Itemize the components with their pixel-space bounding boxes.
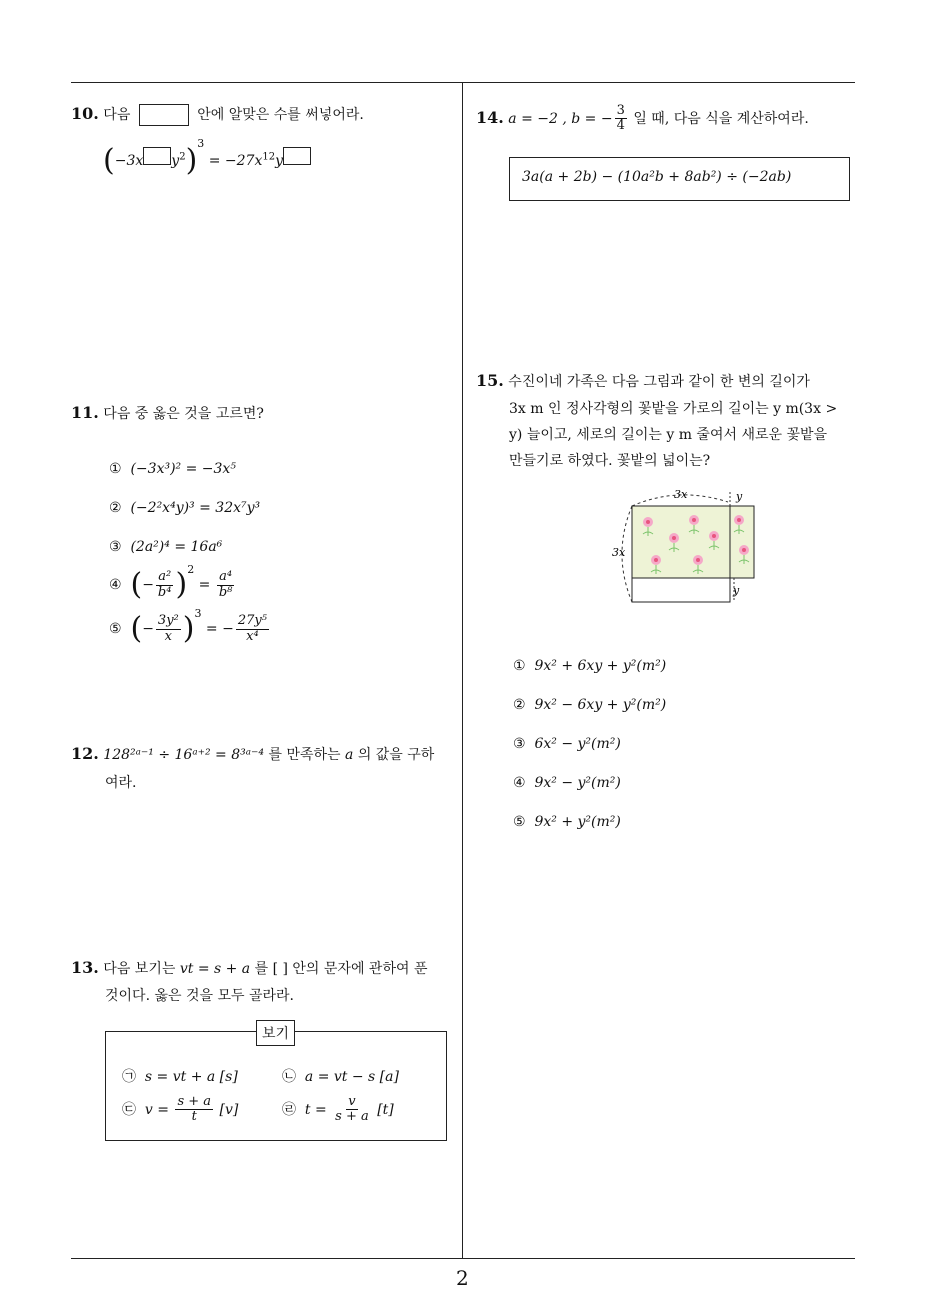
q12-line2: 여라.	[105, 775, 137, 791]
q10-number: 10.	[71, 104, 99, 123]
q11-option-3[interactable]	[109, 539, 222, 555]
q10-eq-a: −3x	[114, 153, 144, 169]
q11-text: 다음 중 옳은 것을 고르면?	[103, 406, 264, 422]
option-mark: ①	[513, 658, 526, 674]
q14-fraction: $\frac{3}{4}$	[616, 103, 625, 134]
q13-text-a: 다음 보기는	[103, 961, 176, 977]
option-exp: 3	[194, 607, 202, 620]
option-exp: 2	[187, 563, 195, 576]
option-text: (2a²)⁴ = 16a⁶	[130, 539, 223, 555]
option-mark: ③	[513, 736, 526, 752]
q10-line1	[71, 104, 364, 126]
q10-eq-right: = −27x	[208, 153, 263, 169]
q15-option-3[interactable]	[513, 736, 621, 752]
item-bracket: [t]	[377, 1101, 394, 1118]
garden-figure	[608, 484, 768, 608]
q14-condition: a = −2 , b = −	[508, 110, 613, 127]
q12-var: a	[345, 747, 354, 763]
option-fraction: $\frac{\text{3y²}}{x}$	[157, 613, 179, 644]
q10-outer-exp: 3	[197, 137, 205, 150]
option-mark: ①	[109, 461, 122, 477]
q11-option-1[interactable]	[109, 461, 236, 477]
removed-strip	[632, 578, 730, 602]
bogi-item-3[interactable]	[122, 1095, 238, 1125]
option-text: 9x² + y²(m²)	[534, 814, 621, 830]
q14-number: 14.	[476, 107, 504, 127]
top-rule	[71, 82, 855, 83]
option-fraction: $\frac{\text{a²}}{\text{b⁴}}$	[157, 569, 172, 600]
q15-number: 15.	[476, 371, 504, 390]
q10-eq-b: y	[171, 153, 180, 169]
q14-formula: 3a(a + 2b) − (10a²b + 8ab²) ÷ (−2ab)	[522, 169, 792, 185]
q11-option-4[interactable]: ④ (− $\frac{\text{a²}}{\text{b⁴}}$ )$^2$ = $\frac{\text{a⁴}}{\text{b⁸}}$	[109, 563, 233, 602]
q15-option-1[interactable]	[513, 658, 666, 674]
q10-box-exp-y[interactable]	[283, 147, 311, 165]
option-mark: ②	[513, 697, 526, 713]
q13-equation: vt = s + a	[179, 961, 251, 977]
option-result-fraction: $\frac{\text{27y⁵}}{\text{x⁴}}$	[237, 613, 267, 644]
q11-option-2[interactable]	[109, 500, 260, 516]
column-divider	[462, 82, 463, 1258]
option-text: 9x² − 6xy + y²(m²)	[534, 697, 667, 713]
label-y-top: y	[736, 490, 743, 503]
q11-line	[71, 403, 264, 423]
bogi-item-2[interactable]	[282, 1066, 399, 1086]
q10-answer-box[interactable]	[139, 104, 189, 126]
q15-line1	[476, 371, 810, 391]
item-text: s = vt + a [s]	[144, 1069, 238, 1085]
q15-line4: 만들기로 하였다. 꽃밭의 넓이는?	[509, 453, 711, 469]
item-lhs: t =	[304, 1101, 327, 1118]
q15-text-1: 수진이네 가족은 다음 그림과 같이 한 변의 길이가	[508, 374, 810, 390]
option-text: 6x² − y²(m²)	[534, 736, 621, 752]
q15-line3: y) 늘이고, 세로의 길이는 y m 줄여서 새로운 꽃밭을	[509, 427, 828, 443]
item-mark: ㉢	[122, 1101, 136, 1118]
q12-equation: 128²ᵃ⁻¹ ÷ 16ᵃ⁺² = 8³ᵃ⁻⁴	[103, 747, 265, 763]
item-bracket: [v]	[219, 1101, 239, 1118]
q10-text-after: 안에 알맞은 수를 써넣어라.	[197, 107, 364, 123]
q11-option-5[interactable]: ⑤ (− $\frac{\text{3y²}}{x}$ )$^3$ = − $\frac{\text{27y⁵}}{\text{x⁴}}$	[109, 607, 267, 646]
q14-text: 일 때, 다음 식을 계산하여라.	[633, 110, 809, 127]
option-sign: −	[142, 621, 154, 637]
item-mark: ㉠	[122, 1069, 136, 1085]
q13-text-b: 를 [ ] 안의 문자에 관하여 푼	[254, 961, 428, 977]
q14-line	[476, 104, 809, 134]
q10-text-before: 다음	[103, 107, 131, 123]
bottom-rule	[71, 1258, 855, 1259]
q13-line2: 것이다. 옳은 것을 모두 골라라.	[105, 988, 294, 1004]
option-sign: −	[142, 577, 154, 593]
option-text: 9x² − y²(m²)	[534, 775, 621, 791]
item-fraction: $\frac{s + a}{t}$	[177, 1094, 212, 1125]
option-text: (−3x³)² = −3x⁵	[130, 461, 236, 477]
option-mark: ③	[109, 539, 122, 555]
q15-option-4[interactable]	[513, 775, 621, 791]
item-mark: ㉣	[282, 1101, 296, 1118]
option-eq: = −	[205, 621, 234, 637]
page-number: 2	[456, 1266, 469, 1290]
q14-formula-box	[509, 157, 850, 201]
bogi-item-1[interactable]	[122, 1066, 238, 1086]
option-text: (−2²x⁴y)³ = 32x⁷y³	[130, 500, 261, 516]
label-3x-left: 3x	[612, 546, 626, 559]
option-text: 9x² + 6xy + y²(m²)	[534, 658, 667, 674]
q10-eq-right-y: y	[275, 153, 284, 169]
q13-line1	[71, 958, 427, 978]
bogi-title: 보기	[256, 1020, 295, 1046]
option-mark: ⑤	[109, 621, 122, 637]
item-lhs: v =	[144, 1101, 169, 1118]
item-text: a = vt − s [a]	[304, 1069, 399, 1085]
q12-text: 를 만족하는	[268, 747, 341, 763]
q15-line2: 3x m 인 정사각형의 꽃밭을 가로의 길이는 y m(3x >	[509, 401, 838, 417]
q11-number: 11.	[71, 403, 99, 422]
q10-box-exp-x[interactable]	[143, 147, 171, 165]
q15-option-2[interactable]	[513, 697, 666, 713]
q10-equation: (−3x $y^2)^3 = -27x^{12}y$	[103, 137, 311, 176]
label-3x-top: 3x	[674, 488, 688, 501]
q12-text-end: 의 값을 구하	[357, 747, 435, 763]
q12-line1	[71, 744, 434, 764]
q10-eq-right-exp: 12	[262, 151, 276, 163]
label-y-right: y	[733, 584, 740, 597]
option-mark: ④	[513, 775, 526, 791]
bogi-item-4[interactable]	[282, 1095, 394, 1125]
q12-number: 12.	[71, 744, 99, 763]
item-mark: ㉡	[282, 1069, 296, 1085]
option-mark: ④	[109, 577, 122, 593]
option-result-fraction: $\frac{\text{a⁴}}{\text{b⁸}}$	[218, 569, 233, 600]
q15-option-5[interactable]	[513, 814, 621, 830]
item-fraction: $\frac{v}{s + a}$	[335, 1094, 369, 1125]
option-mark: ⑤	[513, 814, 526, 830]
option-mark: ②	[109, 500, 122, 516]
q10-eq-b-exp: 2	[179, 151, 186, 163]
q13-number: 13.	[71, 958, 99, 977]
